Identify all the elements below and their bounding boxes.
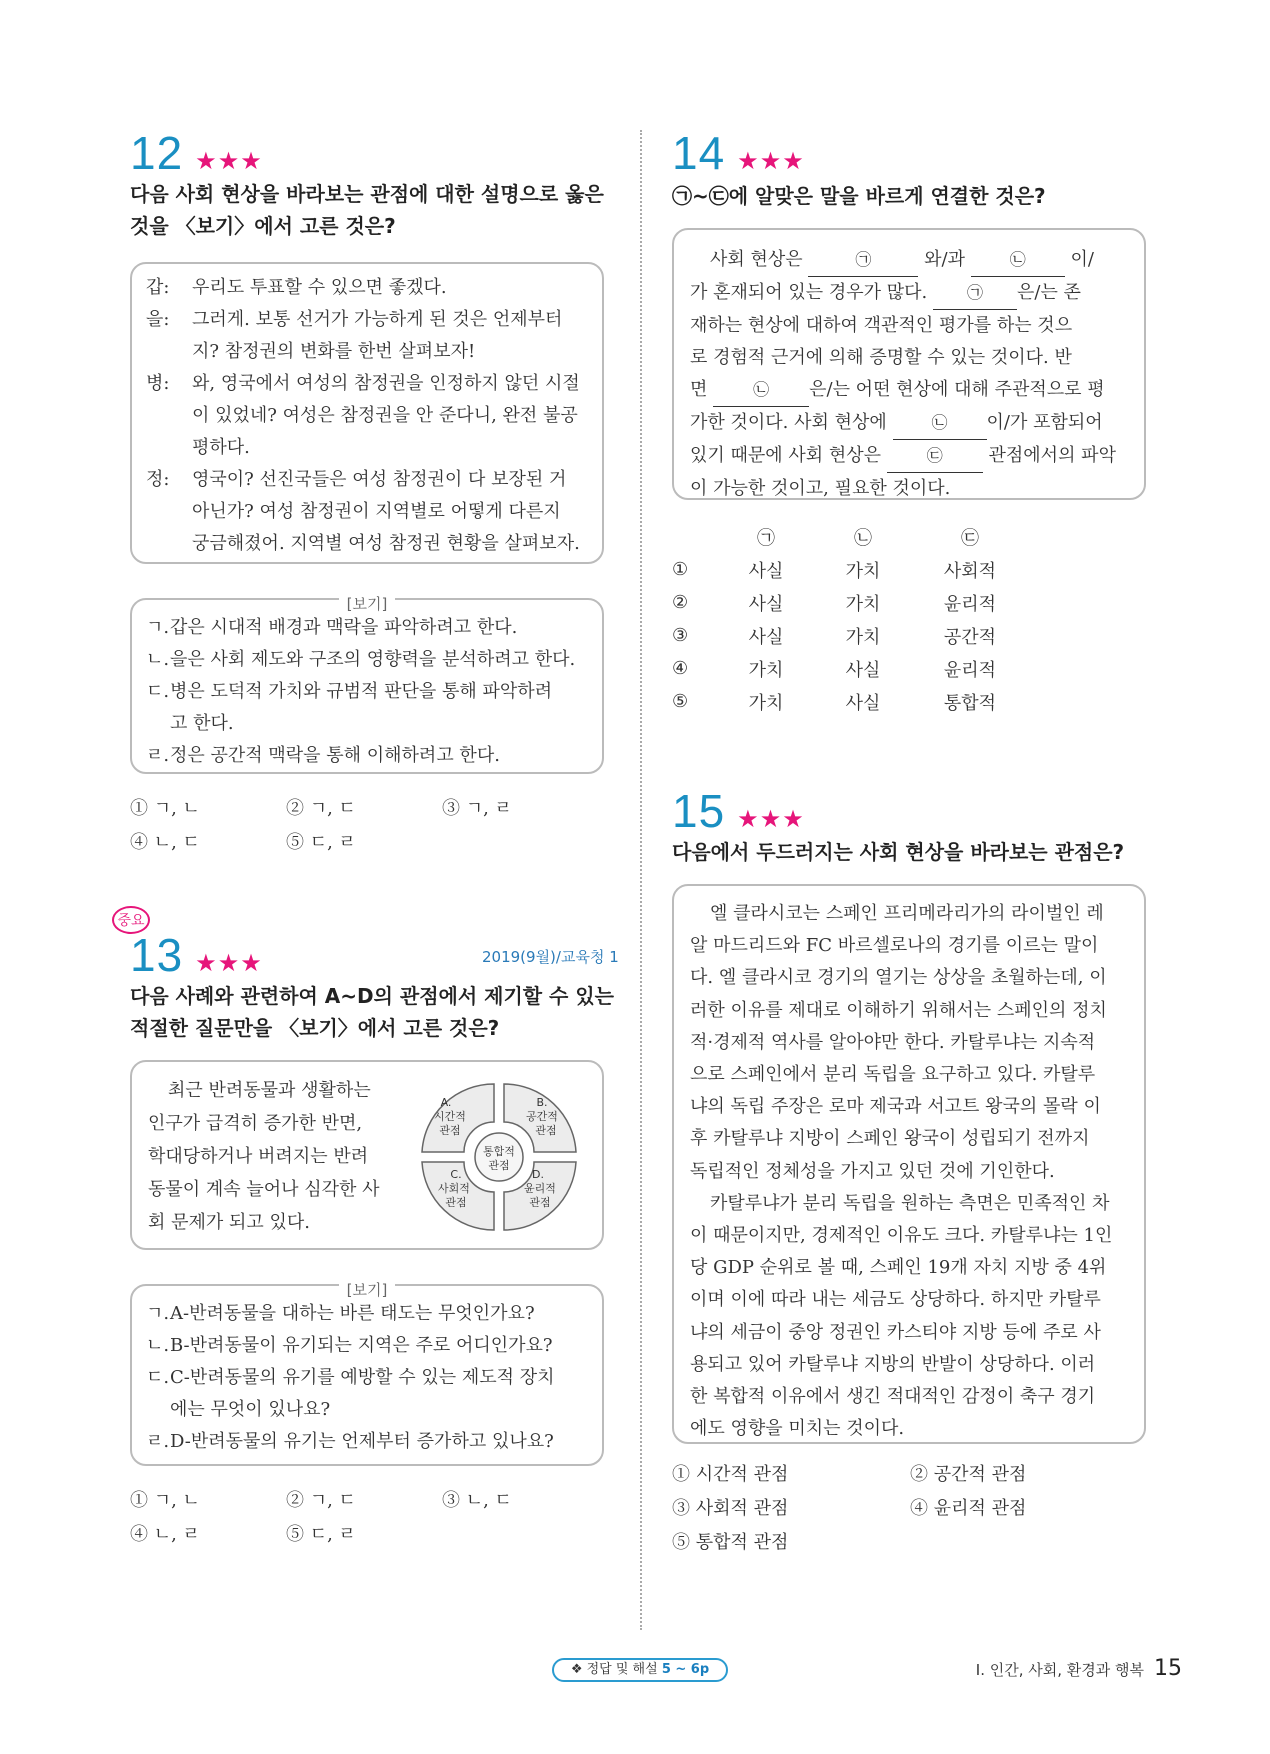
passage-line: 엘 클라시코는 스페인 프리메라리가의 라이벌인 레 [710,903,1104,924]
dialogue-text: 이 있었네? 여성은 참정권을 안 준다니, 완전 불공 [192,405,578,426]
page-footer [976,1656,1182,1681]
dialogue-line [146,496,588,528]
q15-difficulty-stars: ★★★ [737,805,805,833]
q13-source: 2019(9월)/교육청 1 [482,948,619,966]
answer-choice[interactable]: ② ㄱ, ㄷ [286,1490,356,1511]
blank-2: ㉡ [893,407,987,440]
table-cell: ⑤ [672,691,689,712]
passage-line: 용되고 있어 카탈루냐 지방의 반발이 상당하다. 이러 [690,1353,1096,1375]
column-divider [640,130,642,1630]
bogi-item [146,1426,588,1458]
diagram-d-letter: D. [532,1168,544,1181]
q12-dialogue-box [130,262,604,564]
diagram-center-name: 통합적 [483,1145,515,1158]
passage-line: 다. 엘 클라시코 경기의 열기는 상상을 초월하는데, 이 [690,967,1107,989]
q12-header [130,127,263,179]
diagram-a-name: 시간적 [434,1110,466,1123]
dialogue-line [146,272,588,304]
q14-text: 사회 현상은 [710,249,803,270]
answer-choice-row[interactable] [672,685,1030,718]
table-cell: 가치 [845,626,881,648]
answer-choice[interactable]: ① ㄱ, ㄴ [130,798,200,819]
table-cell: 사실 [748,593,784,615]
diagram-c-letter: C. [450,1168,462,1181]
bogi-text: 에는 무엇이 있나요? [170,1399,331,1420]
diagram-c-suffix: 관점 [445,1196,467,1209]
bogi-item [146,1394,588,1426]
table-cell: 가치 [748,659,784,681]
bogi-text: 병은 도덕적 가치와 규범적 판단을 통해 파악하려 [170,681,553,702]
answer-choice[interactable]: ④ 윤리적 관점 [910,1498,1027,1519]
perspective-diagram [414,1076,584,1236]
passage-line: 이며 이에 따라 내는 세금도 상당하다. 하지만 카탈루 [690,1289,1101,1311]
q13-difficulty-stars: ★★★ [195,949,263,977]
q14-text: 와/과 [924,249,965,270]
q13-choices [130,1482,598,1550]
q12-bogi-label: [보기] [132,588,602,620]
table-cell: 통합적 [943,692,997,714]
bogi-marker [146,708,170,740]
passage-line: 한 복합적 이유에서 생긴 적대적인 감정이 축구 경기 [690,1386,1096,1408]
q14-text: 로 경험적 근거에 의해 증명할 수 있는 것이다. 반 [690,347,1072,368]
bogi-text: B-반려동물이 유기되는 지역은 주로 어디인가요? [170,1335,553,1356]
q14-text: 가 혼재되어 있는 경우가 많다. [690,282,928,303]
case-line: 최근 반려동물과 생활하는 [168,1080,371,1101]
speaker-label [146,496,192,528]
diagram-a-suffix: 관점 [439,1124,461,1137]
bogi-text: C-반려동물의 유기를 예방할 수 있는 제도적 장치 [170,1367,555,1388]
q14-text: 관점에서의 파악 [988,445,1116,466]
passage-line: 독립적인 정체성을 가지고 있던 것에 기인한다. [690,1160,1055,1182]
answer-choice[interactable]: ① ㄱ, ㄴ [130,1490,200,1511]
important-badge: 중요 [112,906,150,934]
table-cell: 가치 [748,692,784,714]
chapter-title: Ⅰ. 인간, 사회, 환경과 행복 [975,1661,1144,1679]
dialogue-line [146,400,588,432]
q14-table-header: ㉠ ㉡ ㉢ [757,527,979,549]
q13-case-box [130,1060,604,1250]
table-cell: 공간적 [943,626,997,648]
table-cell: 가치 [845,560,881,582]
q13-header [130,929,263,981]
q14-difficulty-stars: ★★★ [737,147,805,175]
answer-choice[interactable]: ① 시간적 관점 [672,1464,789,1485]
table-cell: ④ [672,658,689,679]
answer-choice[interactable]: ⑤ ㄷ, ㄹ [286,1524,356,1545]
answer-choice[interactable]: ② ㄱ, ㄷ [286,798,356,819]
bogi-item [146,1330,588,1362]
answer-choice-row[interactable] [672,652,1030,685]
q14-passage-box [672,228,1146,500]
table-cell: ① [672,559,689,580]
passage-line: 알 마드리드와 FC 바르셀로나의 경기를 이르는 말이 [690,935,1099,957]
bogi-item [146,644,588,676]
passage-line: 적·경제적 역사를 알아야만 한다. 카탈루냐는 지속적 [690,1031,1096,1053]
speaker-label: 병: [146,373,170,394]
passage-line: 카탈루냐가 분리 독립을 원하는 측면은 민족적인 차 [710,1192,1110,1214]
q14-text: 이/ [1070,249,1094,270]
dialogue-line [146,304,588,336]
case-line: 회 문제가 되고 있다. [148,1212,310,1233]
answer-choice[interactable]: ⑤ 통합적 관점 [672,1532,789,1553]
dialogue-line [146,528,588,560]
answer-choice[interactable]: ③ ㄴ, ㄷ [442,1490,512,1511]
choice-row [672,1490,1148,1524]
q12-question: 다음 사회 현상을 바라보는 관점에 대한 설명으로 옳은 것을 〈보기〉에서 고른 것은? [130,182,604,238]
diagram-center-suffix: 관점 [488,1159,510,1172]
dialogue-text: 평하다. [192,437,250,458]
answer-choice[interactable]: ④ ㄴ, ㄷ [130,832,200,853]
speaker-label: 정: [146,469,170,490]
passage-line: 당 GDP 순위로 볼 때, 스페인 19개 자치 지방 중 4위 [690,1257,1107,1279]
bogi-marker: ㄹ. [146,1431,170,1452]
q14-number: 14 [672,127,726,179]
speaker-label: 을: [146,309,170,330]
dialogue-line [146,432,588,464]
answer-choice-row[interactable] [672,619,1030,652]
q12-choices [130,790,598,858]
answer-reference[interactable] [552,1658,728,1682]
dialogue-text: 지? 참정권의 변화를 한번 살펴보자! [192,341,476,362]
bogi-text: 갑은 시대적 배경과 맥락을 파악하려고 한다. [170,617,518,638]
case-line: 학대당하거나 버려지는 반려 [148,1146,369,1167]
speaker-label [146,336,192,368]
passage-line: 으로 스페인에서 분리 독립을 요구하고 있다. 카탈루 [690,1064,1096,1086]
q14-question: ㉠~㉢에 알맞은 말을 바르게 연결한 것은? [672,184,1046,208]
q13-question: 다음 사례와 관련하여 A~D의 관점에서 제기할 수 있는 적절한 질문만을 〈보기〉에서 고른 것은? [130,984,614,1040]
dialogue-line [146,464,588,496]
blank-1: ㉠ [933,277,1017,310]
diagram-b-letter: B. [536,1096,548,1109]
case-line: 동물이 계속 늘어나 심각한 사 [148,1179,380,1200]
passage-line: 이 때문이지만, 경제적인 이유도 크다. 카탈루냐는 1인 [690,1225,1113,1247]
passage-line: 냐의 독립 주장은 로마 제국과 서고트 왕국의 몰락 이 [690,1096,1101,1118]
answer-choice[interactable]: ⑤ ㄷ, ㄹ [286,832,356,853]
dialogue-text: 그러게. 보통 선거가 가능하게 된 것은 언제부터 [192,309,563,330]
answer-choice[interactable]: ③ ㄱ, ㄹ [442,798,512,819]
bogi-marker: ㄹ. [146,745,170,766]
q14-text: 이 가능한 것이고, 필요한 것이다. [690,478,951,499]
choice-row [130,1482,598,1516]
bogi-text: A-반려동물을 대하는 바른 태도는 무엇인가요? [170,1303,535,1324]
answer-choice[interactable]: ② 공간적 관점 [910,1464,1027,1485]
dialogue-text: 우리도 투표할 수 있으면 좋겠다. [192,277,447,298]
q14-text: 재하는 현상에 대하여 객관적인 평가를 하는 것으 [690,315,1073,336]
q12-bogi-box [130,595,604,774]
bogi-marker: ㄷ. [146,1367,170,1388]
q14-header [672,127,805,179]
passage-line: 러한 이유를 제대로 이해하기 위해서는 스페인의 정치 [690,999,1107,1021]
choice-row [672,1456,1148,1490]
dialogue-text: 궁금해졌어. 지역별 여성 참정권 현황을 살펴보자. [192,533,580,554]
table-cell: 사실 [845,659,881,681]
table-cell: 가치 [845,593,881,615]
answer-choice[interactable]: ④ ㄴ, ㄹ [130,1524,200,1545]
bogi-marker: ㄴ. [146,649,170,670]
q12-number: 12 [130,127,184,179]
passage-line: 후 카탈루냐 지방이 스페인 왕국이 성립되기 전까지 [690,1128,1090,1150]
table-cell: ③ [672,625,689,646]
bogi-text: 고 한다. [170,713,234,734]
dialogue-line [146,336,588,368]
q14-text: 있기 때문에 사회 현상은 [690,445,882,466]
table-cell: 사실 [748,560,784,582]
table-cell: 사실 [845,692,881,714]
q14-text: 면 [690,379,708,400]
choice-row [130,1516,598,1550]
table-cell: ② [672,592,689,613]
answer-reference-pages: 5 ~ 6p [661,1662,710,1677]
bogi-text: 정은 공간적 맥락을 통해 이해하려고 한다. [170,745,500,766]
choice-row [130,790,598,824]
q15-passage-box [672,884,1146,1444]
bogi-marker: ㄱ. [146,1303,170,1324]
bogi-marker [146,1394,170,1426]
q15-header [672,785,805,837]
page-number: 15 [1154,1656,1182,1681]
bogi-item [146,676,588,708]
case-line: 인구가 급격히 증가한 반면, [148,1113,363,1134]
diagram-d-name: 윤리적 [524,1182,556,1195]
choice-row [672,1524,1148,1558]
diagram-c-name: 사회적 [438,1182,470,1195]
answer-choice-row[interactable] [672,586,1030,619]
bogi-marker: ㄱ. [146,617,170,638]
dialogue-text: 영국이? 선진국들은 여성 참정권이 다 보장된 거 [192,469,567,490]
blank-2: ㉡ [971,244,1065,277]
q13-number: 13 [130,929,184,981]
blank-3: ㉢ [887,440,983,473]
table-cell: 사실 [748,626,784,648]
q15-choices [672,1456,1148,1558]
q14-answer-table [672,520,1030,718]
q14-text: 은/는 존 [1017,282,1081,303]
answer-choice[interactable]: ③ 사회적 관점 [672,1498,789,1519]
bogi-text: 을은 사회 제도와 구조의 영향력을 분석하려고 한다. [170,649,576,670]
passage-line: 에도 영향을 미치는 것이다. [690,1418,905,1440]
dialogue-text: 와, 영국에서 여성의 참정권을 인정하지 않던 시절 [192,373,580,394]
q14-text: 이/가 포함되어 [986,412,1103,433]
diagram-b-name: 공간적 [526,1110,558,1123]
answer-choice-row[interactable] [672,553,1030,586]
bogi-text: D-반려동물의 유기는 언제부터 증가하고 있나요? [170,1431,554,1452]
blank-2: ㉡ [713,374,809,407]
speaker-label [146,432,192,464]
q12-difficulty-stars: ★★★ [195,147,263,175]
dialogue-text: 아닌가? 여성 참정권이 지역별로 어떻게 다른지 [192,501,561,522]
bogi-item [146,740,588,772]
bogi-marker: ㄴ. [146,1335,170,1356]
blank-1: ㉠ [808,244,918,277]
choice-row [130,824,598,858]
bogi-marker: ㄷ. [146,681,170,702]
table-cell: 사회적 [943,560,997,582]
diagram-d-suffix: 관점 [529,1196,551,1209]
q14-text: 은/는 어떤 현상에 대해 주관적으로 평 [809,379,1105,400]
speaker-label: 갑: [146,277,170,298]
speaker-label [146,400,192,432]
table-cell: 윤리적 [943,659,997,681]
answer-reference-label: ❖ 정답 및 해설 [570,1662,658,1677]
q14-text: 가한 것이다. 사회 현상에 [690,412,887,433]
table-cell: 윤리적 [943,593,997,615]
q15-number: 15 [672,785,726,837]
dialogue-line [146,368,588,400]
bogi-item [146,708,588,740]
q13-bogi-label: [보기] [132,1274,602,1306]
q15-question: 다음에서 두드러지는 사회 현상을 바라보는 관점은? [672,840,1125,864]
speaker-label [146,528,192,560]
diagram-b-suffix: 관점 [535,1124,557,1137]
diagram-a-letter: A. [440,1096,452,1109]
q13-bogi-box [130,1281,604,1466]
passage-line: 냐의 세금이 중앙 정권인 카스티야 지방 등에 주로 사 [690,1321,1101,1343]
bogi-item [146,1362,588,1394]
